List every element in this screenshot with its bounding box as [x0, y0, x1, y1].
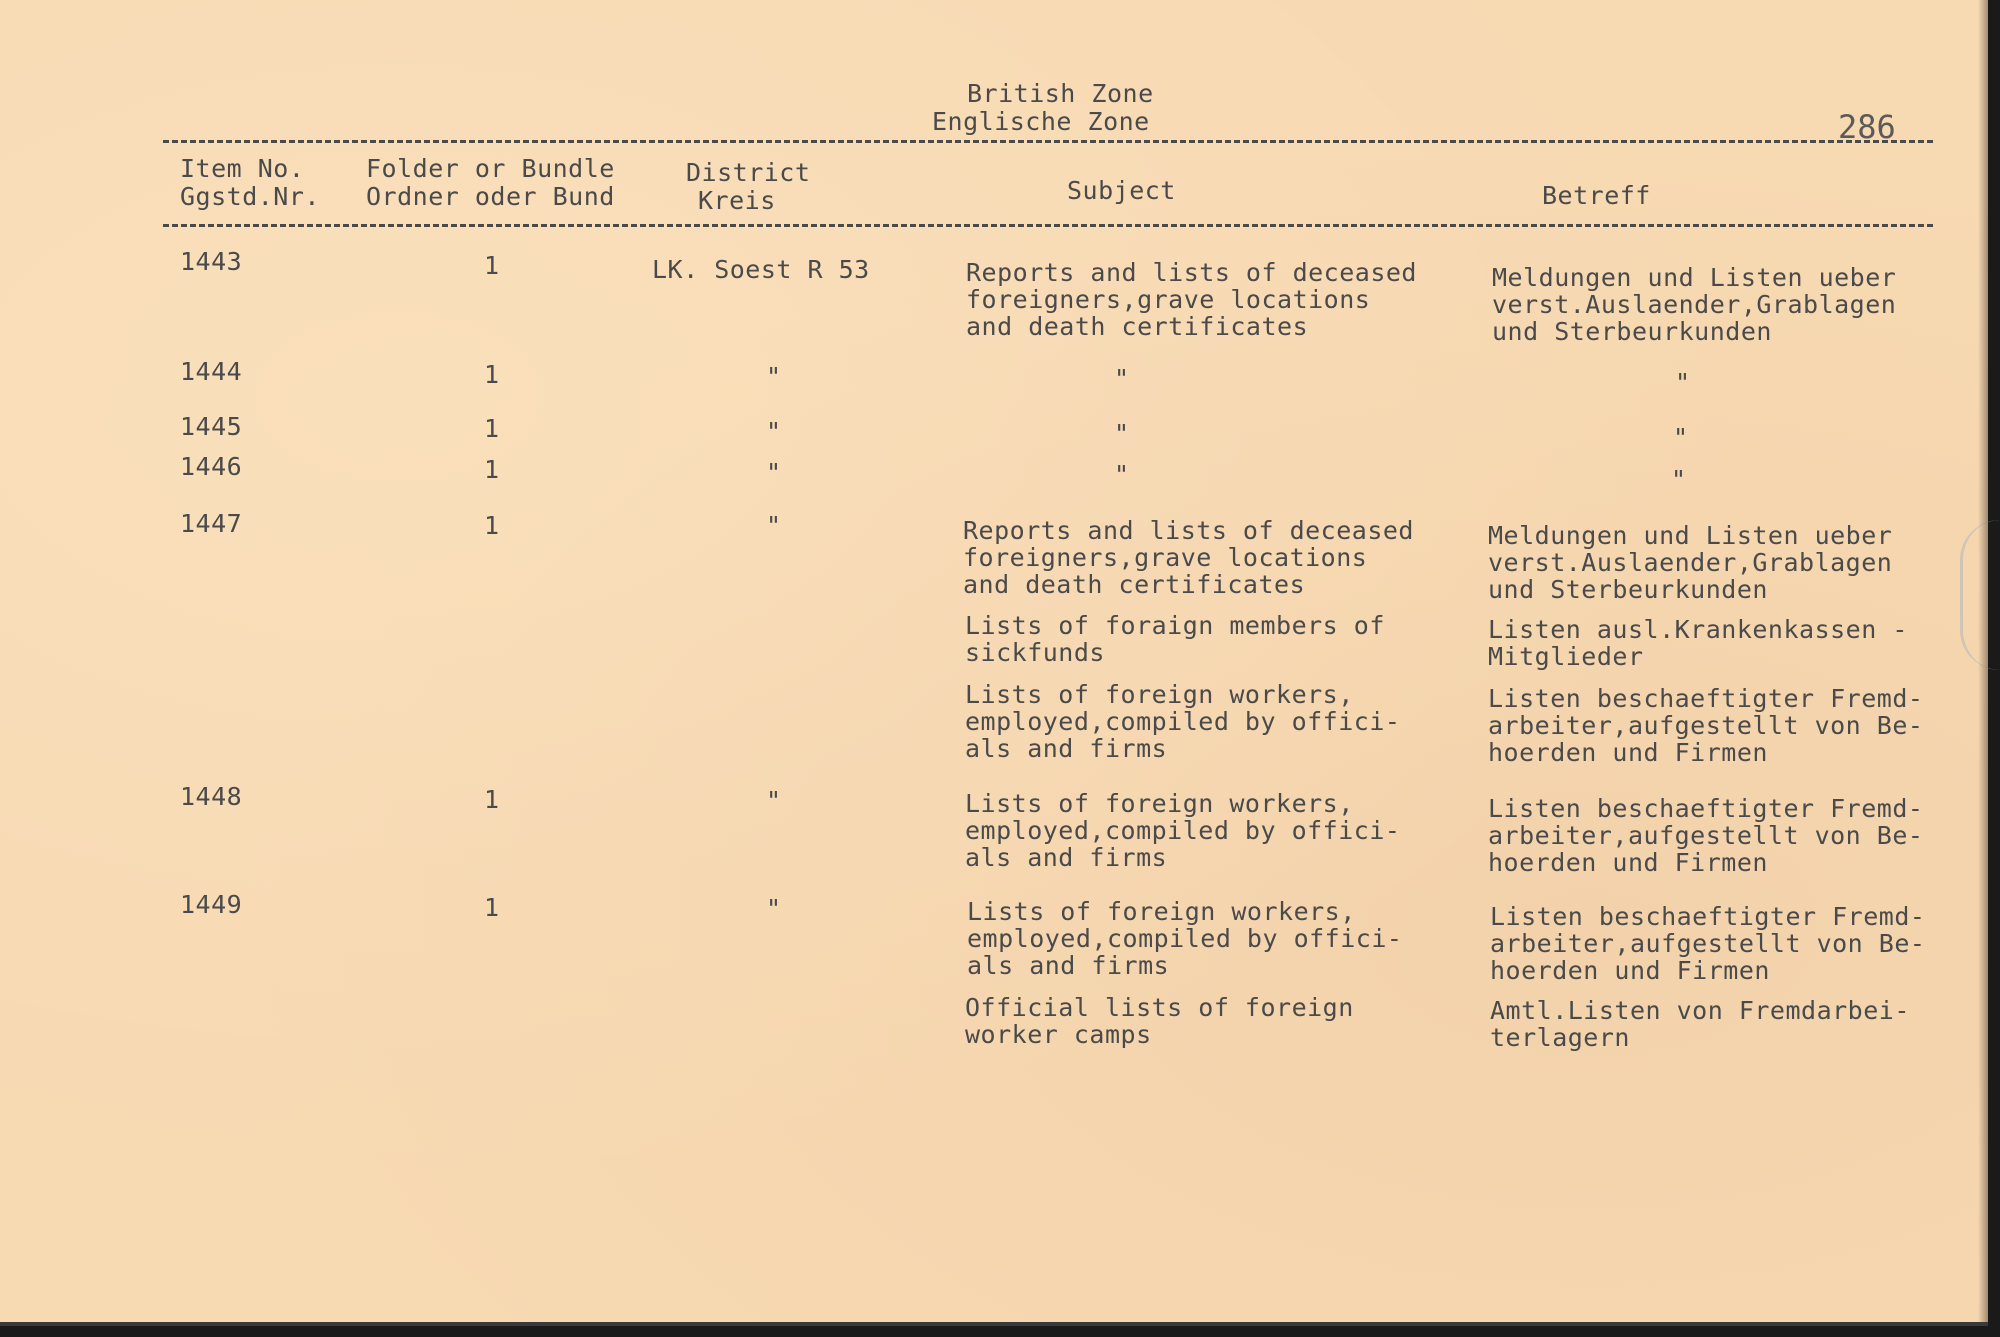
betreff-text: Meldungen und Listen ueber verst.Auslaender,Grablagen und Sterbeurkunden	[1492, 263, 1897, 346]
item-number: 1445	[180, 412, 243, 441]
col-item-de: Ggstd.Nr.	[180, 182, 320, 211]
folder-count: 1	[484, 251, 500, 280]
district-ditto: "	[766, 362, 782, 391]
page-number: 286	[1838, 108, 1896, 146]
subject-text: Official lists of foreign worker camps	[965, 993, 1354, 1049]
betreff-text: Listen beschaeftigter Fremd- arbeiter,aufgestellt von Be- hoerden und Firmen	[1488, 684, 1924, 767]
item-number: 1447	[180, 509, 243, 538]
header-bottom-rule	[163, 224, 1933, 227]
district-ditto: "	[766, 786, 782, 815]
subject-ditto: "	[1114, 364, 1130, 393]
subject-text: Lists of foraign members of sickfunds	[965, 611, 1385, 667]
item-number: 1448	[180, 782, 243, 811]
col-item-en: Item No.	[180, 154, 305, 183]
col-district-en: District	[686, 158, 811, 187]
subject-ditto: "	[1114, 460, 1130, 489]
zone-title-de: Englische Zone	[932, 107, 1150, 136]
subject-text: Reports and lists of deceased foreigners,grave locations and death certificates	[966, 258, 1417, 341]
col-betreff: Betreff	[1542, 181, 1651, 210]
subject-text: Lists of foreign workers, employed,compiled by offici- als and firms	[965, 680, 1401, 763]
betreff-text: Listen beschaeftigter Fremd- arbeiter,aufgestellt von Be- hoerden und Firmen	[1488, 794, 1924, 877]
item-number: 1449	[180, 890, 243, 919]
item-number: 1443	[180, 247, 243, 276]
betreff-text: Listen ausl.Krankenkassen - Mitglieder	[1488, 615, 1908, 671]
col-subject: Subject	[1067, 176, 1176, 205]
betreff-text: Listen beschaeftigter Fremd- arbeiter,aufgestellt von Be- hoerden und Firmen	[1490, 902, 1926, 985]
betreff-text: Meldungen und Listen ueber verst.Auslaender,Grablagen und Sterbeurkunden	[1488, 521, 1893, 604]
betreff-ditto: "	[1671, 465, 1687, 494]
col-folder-de: Ordner oder Bund	[366, 182, 615, 211]
page-edge-shadow	[1978, 0, 1988, 1322]
district-ditto: "	[766, 458, 782, 487]
item-number: 1444	[180, 357, 243, 386]
folder-count: 1	[484, 360, 500, 389]
folder-count: 1	[484, 511, 500, 540]
betreff-text: Amtl.Listen von Fremdarbei- terlagern	[1490, 996, 1910, 1052]
folder-count: 1	[484, 893, 500, 922]
district-ditto: "	[766, 894, 782, 923]
district-ditto: "	[766, 417, 782, 446]
district: LK. Soest R 53	[652, 255, 870, 284]
subject-ditto: "	[1114, 419, 1130, 448]
zone-title-en: British Zone	[967, 79, 1154, 108]
folder-count: 1	[484, 414, 500, 443]
subject-text: Lists of foreign workers, employed,compiled by offici- als and firms	[967, 897, 1403, 980]
folder-count: 1	[484, 455, 500, 484]
col-folder-en: Folder or Bundle	[366, 154, 615, 183]
district-ditto: "	[766, 511, 782, 540]
subject-text: Lists of foreign workers, employed,compiled by offici- als and firms	[965, 789, 1401, 872]
item-number: 1446	[180, 452, 243, 481]
subject-text: Reports and lists of deceased foreigners,grave locations and death certificates	[963, 516, 1414, 599]
header-top-rule	[163, 140, 1933, 143]
folder-count: 1	[484, 785, 500, 814]
betreff-ditto: "	[1675, 368, 1691, 397]
col-district-de: Kreis	[698, 186, 776, 215]
betreff-ditto: "	[1673, 423, 1689, 452]
